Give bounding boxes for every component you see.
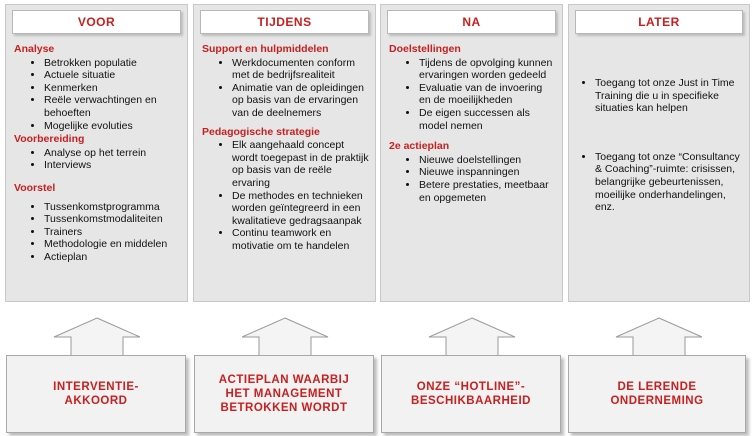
list-item: • Reële verwachtingen en behoeften xyxy=(44,94,181,119)
column-tijdens xyxy=(193,4,376,302)
bullet-list xyxy=(389,154,556,204)
column-title: VOOR xyxy=(12,10,181,34)
list-item: • De methodes en technieken worden geïntegreerd in een kwalitatieve gedragsaanpak xyxy=(232,190,369,228)
column-body xyxy=(577,43,743,220)
up-arrow-icon xyxy=(380,317,563,357)
up-arrow-icon xyxy=(568,317,750,357)
bullet-list xyxy=(389,57,556,133)
bullet-list xyxy=(14,147,181,172)
box-hotline xyxy=(381,355,561,433)
bullet-list xyxy=(14,201,181,264)
list-item: • Betrokken populatie xyxy=(44,57,181,70)
section-heading: Support en hulpmiddelen xyxy=(202,43,329,55)
bullet-list xyxy=(577,77,743,115)
list-item: • Betere prestaties, meetbaar en opgemeten xyxy=(419,179,556,204)
list-item: • Nieuwe inspanningen xyxy=(419,166,556,179)
up-arrow-icon xyxy=(193,317,376,357)
column-title: LATER xyxy=(575,10,743,34)
section-heading: Voorstel xyxy=(14,181,56,194)
list-item: • Tussenkomstprogramma xyxy=(44,201,181,214)
box-line: HET MANAGEMENT xyxy=(225,388,343,400)
list-item: • De eigen successen als model nemen xyxy=(419,107,556,132)
box-line: ONDERNEMING xyxy=(610,395,704,407)
list-item: • Nieuwe doelstellingen xyxy=(419,154,556,167)
bullet-list xyxy=(202,139,369,252)
list-item: • Werkdocumenten conform met de bedrijfsrealiteit xyxy=(232,57,369,82)
list-item: • Elk aangehaald concept wordt toegepast in de praktijk op basis van de reële ervaring xyxy=(232,139,369,189)
section-heading: Analyse xyxy=(14,43,55,55)
up-arrow-icon xyxy=(5,317,188,357)
list-item: • Evaluatie van de invoering en de moeilijkheden xyxy=(419,82,556,107)
list-item: • Trainers xyxy=(44,226,181,239)
section-heading: Voorbereiding xyxy=(14,133,85,146)
column-body xyxy=(389,43,556,210)
box-line: BESCHIKBAARHEID xyxy=(411,395,531,407)
list-item: • Kenmerken xyxy=(44,82,181,95)
box-actieplan xyxy=(194,355,374,433)
box-interventie-akkoord xyxy=(6,355,186,433)
section-heading: Doelstellingen xyxy=(389,43,461,55)
list-item: • Animatie van de opleidingen op basis van de ervaringen van de deelnemers xyxy=(232,82,369,120)
bullet-list xyxy=(577,151,743,214)
column-body xyxy=(202,43,369,259)
column-title: TIJDENS xyxy=(200,10,369,34)
list-item: • Continu teamwork en motivatie om te handelen xyxy=(232,227,369,252)
list-item: • Toegang tot onze “Consultancy & Coaching”-ruimte: crisissen, belangrijke gebeurtenissen, moeilijke onderhandelingen, enz. xyxy=(595,151,743,214)
column-title: NA xyxy=(387,10,556,34)
list-item: • Tijdens de opvolging kunnen ervaringen worden gedeeld xyxy=(419,57,556,82)
list-item: • Interviews xyxy=(44,159,181,172)
list-item: • Analyse op het terrein xyxy=(44,147,181,160)
box-line: ACTIEPLAN WAARBIJ xyxy=(218,374,350,386)
section-heading: 2e actieplan xyxy=(389,140,450,153)
box-line: DE LERENDE xyxy=(617,381,697,393)
list-item: • Methodologie en middelen xyxy=(44,238,181,251)
box-line: AKKOORD xyxy=(64,395,128,407)
column-na xyxy=(380,4,563,302)
bullet-list xyxy=(14,57,181,133)
column-later xyxy=(568,4,750,302)
list-item: • Actuele situatie xyxy=(44,69,181,82)
list-item: • Mogelijke evoluties xyxy=(44,120,181,133)
box-lerende-onderneming xyxy=(568,355,746,433)
section-heading: Pedagogische strategie xyxy=(202,125,320,138)
box-line: INTERVENTIE- xyxy=(53,381,139,393)
bullet-list xyxy=(202,57,369,120)
list-item: • Tussenkomstmodaliteiten xyxy=(44,213,181,226)
list-item: • Toegang tot onze Just in Time Training die u in specifieke situaties kan helpen xyxy=(595,77,743,115)
column-voor xyxy=(5,4,188,302)
list-item: • Actieplan xyxy=(44,251,181,264)
column-body xyxy=(14,43,181,270)
box-line: BETROKKEN WORDT xyxy=(220,402,348,414)
box-line: ONZE “HOTLINE”- xyxy=(416,381,526,393)
